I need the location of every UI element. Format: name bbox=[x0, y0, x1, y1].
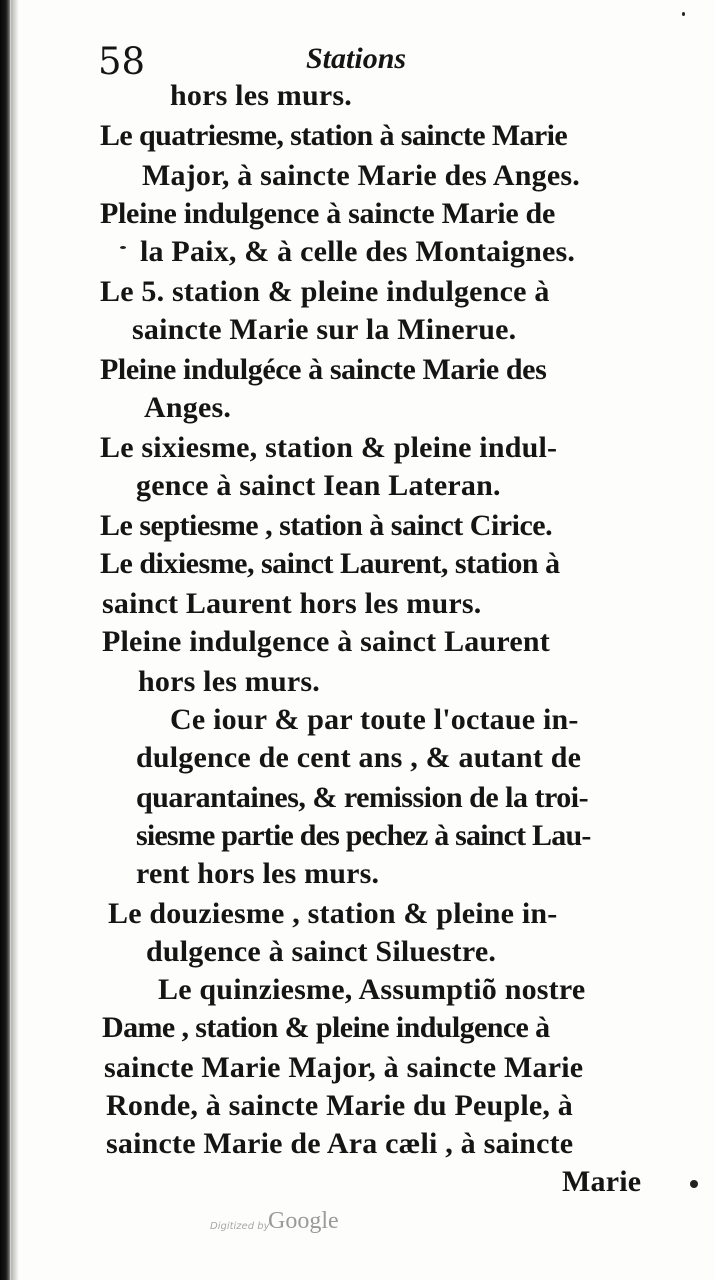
text-line: quarantaines, & remission de la troi- bbox=[136, 781, 589, 814]
page-number: 58 bbox=[98, 40, 146, 83]
text-line: sainct Laurent hors les murs. bbox=[102, 587, 482, 620]
text-line: dulgence de cent ans , & autant de bbox=[136, 741, 582, 774]
catchword: Marie bbox=[562, 1165, 642, 1198]
text-line: Major, à saincte Marie des Anges. bbox=[142, 159, 580, 192]
text-line: Ronde, à saincte Marie du Peuple, à bbox=[106, 1089, 573, 1122]
digitized-label: Digitized by bbox=[210, 1221, 270, 1232]
text-line: saincte Marie sur la Minerue. bbox=[132, 313, 517, 346]
ink-speck bbox=[690, 1180, 698, 1188]
text-line: Le 5. station & pleine indulgence à bbox=[100, 275, 550, 308]
page-header bbox=[96, 28, 656, 83]
text-line: hors les murs. bbox=[138, 665, 320, 698]
text-line: Pleine indulgence à saincte Marie de bbox=[100, 197, 555, 230]
text-line: Dame , station & pleine indulgence à bbox=[102, 1011, 550, 1044]
text-line: Le douziesme , station & pleine in- bbox=[108, 897, 558, 930]
running-title: Stations bbox=[306, 42, 407, 75]
ink-speck bbox=[682, 12, 685, 16]
text-line: Le quinziesme, Assumptiõ nostre bbox=[158, 973, 586, 1006]
text-line: la Paix, & à celle des Montaignes. bbox=[140, 235, 576, 268]
text-line: hors les murs. bbox=[170, 79, 352, 112]
text-line: gence à sainct Iean Lateran. bbox=[136, 469, 501, 502]
ink-speck bbox=[120, 246, 126, 249]
text-line: Le septiesme , station à sainct Cirice. bbox=[100, 509, 553, 542]
text-line: Le dixiesme, sainct Laurent, station à bbox=[100, 547, 560, 580]
gutter-shadow bbox=[11, 0, 19, 1280]
text-line: siesme partie des pechez à sainct Lau- bbox=[136, 819, 591, 852]
text-line: rent hors les murs. bbox=[136, 857, 380, 890]
text-line: Le quatriesme, station à saincte Marie bbox=[100, 119, 568, 152]
text-line: dulgence à sainct Siluestre. bbox=[146, 935, 497, 968]
text-line: Le sixiesme, station & pleine indul- bbox=[100, 431, 558, 464]
text-line: Anges. bbox=[144, 391, 232, 424]
digitization-watermark bbox=[210, 1208, 370, 1244]
text-line: Pleine indulgence à sainct Laurent bbox=[102, 625, 550, 658]
text-line: saincte Marie Major, à saincte Marie bbox=[104, 1051, 584, 1084]
text-line: Pleine indulgéce à saincte Marie des bbox=[100, 353, 547, 386]
text-line: saincte Marie de Ara cæli , à saincte bbox=[106, 1127, 574, 1160]
text-line: Ce iour & par toute l'octaue in- bbox=[170, 703, 579, 736]
book-spine-shadow bbox=[0, 0, 11, 1280]
google-watermark: Google bbox=[268, 1208, 339, 1234]
